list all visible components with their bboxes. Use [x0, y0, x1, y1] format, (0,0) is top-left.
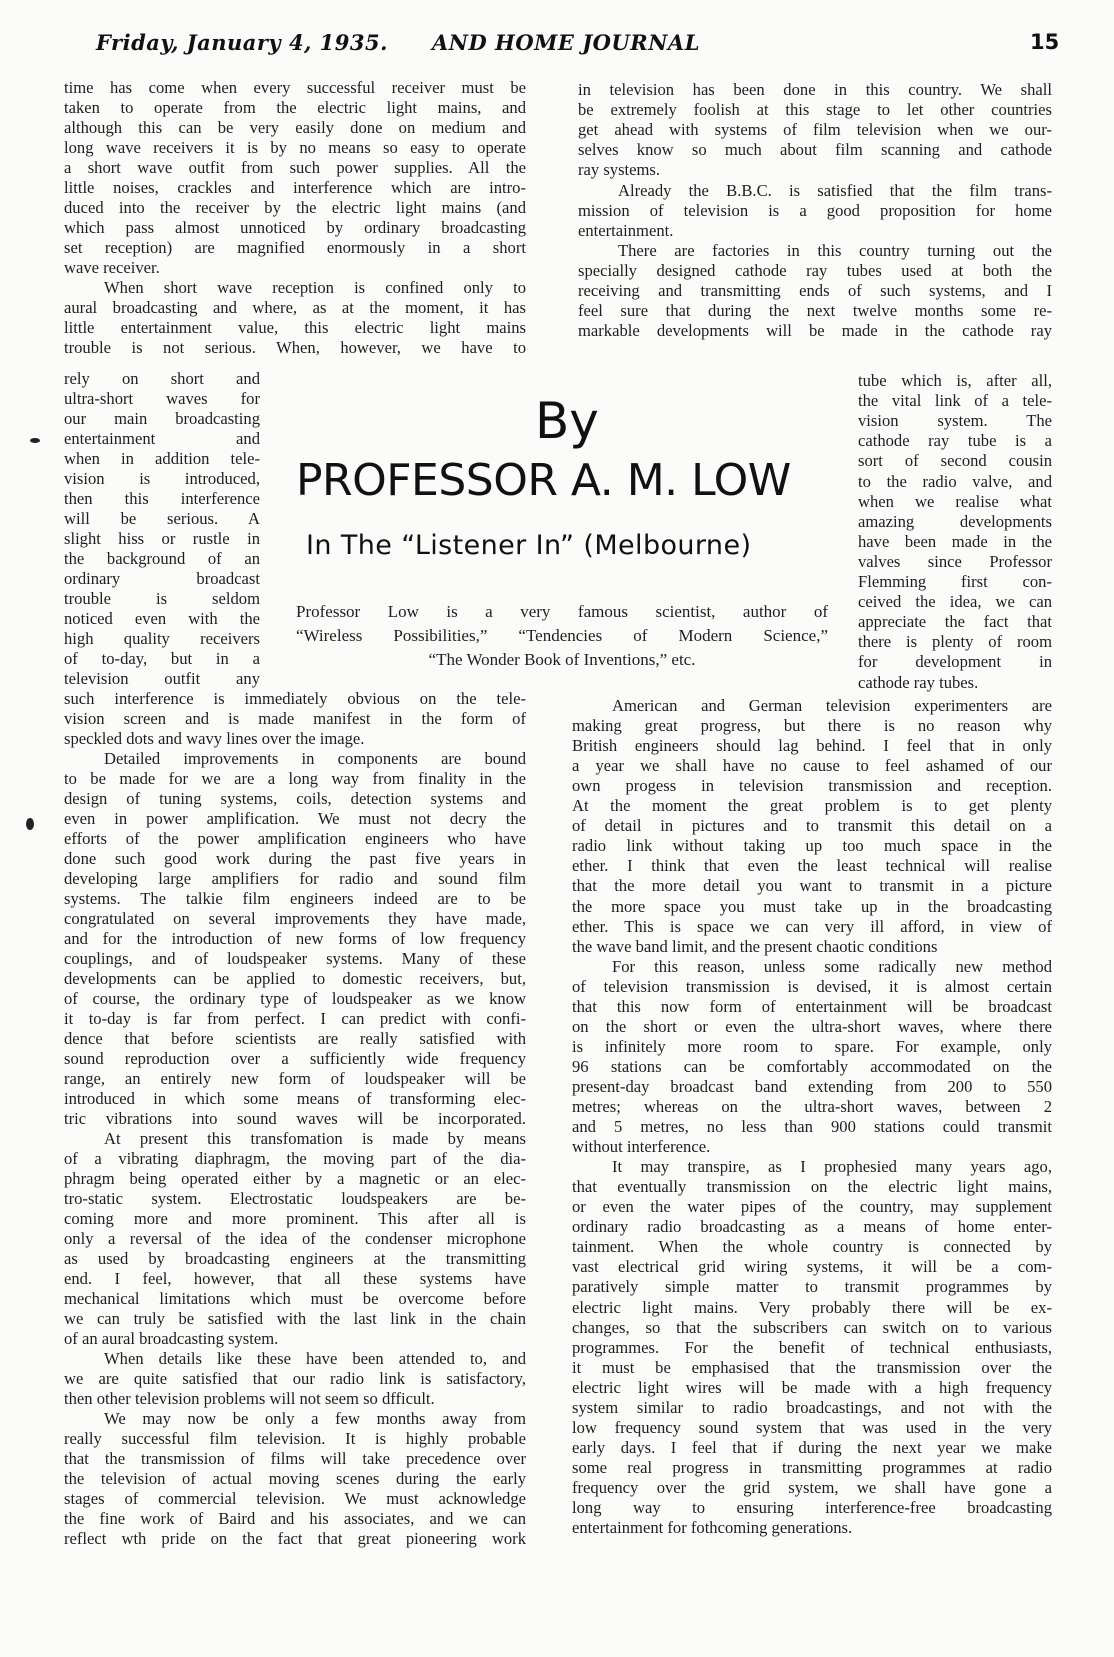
- text-line: appreciate the fact that: [858, 612, 1052, 632]
- source-publication: In The “Listener In” (Melbourne): [306, 530, 752, 561]
- text-line: really successful film television. It is highly probable: [64, 1429, 526, 1448]
- text-line: when in addition tele-: [64, 449, 260, 468]
- author-name: PROFESSOR A. M. LOW: [296, 455, 791, 506]
- text-line: making great progress, but there is no reason why: [572, 716, 1052, 736]
- text-line: wave receiver.: [64, 258, 160, 277]
- text-line: amazing developments: [858, 511, 1052, 531]
- text-line: be extremely foolish at this stage to let other countries: [578, 100, 1052, 120]
- text-line: which pass almost unnoticed by ordinary broadcasting: [64, 218, 526, 237]
- text-line: then other television problems will not seem so dfficult.: [64, 1389, 435, 1408]
- text-line: couplings, and of loudspeaker systems. Many of these: [64, 949, 526, 968]
- text-line: 96 stations can be comfortably accommodated on the: [572, 1056, 1052, 1076]
- text-line: efforts of the power amplification engineers who have: [64, 829, 526, 848]
- text-line: time has come when every successful receiver must be: [64, 78, 526, 97]
- text-line: long wave receivers it is by no means so easy to operate: [64, 138, 526, 157]
- text-line: tainment. When the whole country is connected by: [572, 1237, 1052, 1257]
- text-line: that eventually transmission on the electric light mains,: [572, 1177, 1052, 1197]
- text-line: cathode ray tube is a: [858, 431, 1052, 451]
- text-line: that the transmission of films will take precedence over: [64, 1449, 526, 1468]
- text-line: of detail in pictures and to transmit this detail on a: [572, 816, 1052, 836]
- text-line: sound reproduction over a sufficiently wide frequency: [64, 1049, 526, 1068]
- text-line: dence that before scientists are really satisfied with: [64, 1029, 526, 1048]
- text-line: slight hiss or rustle in: [64, 529, 260, 548]
- text-line: At the moment the great problem is to get plenty: [572, 796, 1052, 816]
- text-line: At present this transfomation is made by means: [104, 1129, 526, 1148]
- text-line: that this now form of entertainment will be broadcast: [572, 996, 1052, 1016]
- text-line: end. I feel, however, that all these systems have: [64, 1269, 526, 1288]
- text-line: is infinitely more room to spare. For example, only: [572, 1036, 1052, 1056]
- text-line: noticed even with the: [64, 609, 260, 628]
- text-line: trouble is seldom: [64, 589, 260, 608]
- text-line: own progess in television transmission and reception.: [572, 776, 1052, 796]
- text-line: a year we shall have no cause to feel ashamed of our: [572, 756, 1052, 776]
- text-line: even in power amplification. We must not decry the: [64, 809, 526, 828]
- text-line: the television of actual moving scenes during the early: [64, 1469, 526, 1488]
- text-line: entertainment for fothcoming generations.: [572, 1518, 853, 1538]
- text-line: the wave band limit, and the present chaotic conditions: [572, 936, 938, 956]
- text-line: electric light wires will be made with a high frequency: [572, 1377, 1052, 1397]
- text-line: and for the introduction of new forms of low frequency: [64, 929, 526, 948]
- issue-date: Friday, January 4, 1935.: [96, 30, 388, 55]
- text-line: such interference is immediately obvious on the tele-: [64, 689, 526, 708]
- text-line: tric vibrations into sound waves will be incorporated.: [64, 1109, 526, 1128]
- text-line: duced into the receiver by the electric light mains (and: [64, 198, 526, 217]
- text-line: reflect wth pride on the fact that great pioneering work: [64, 1529, 526, 1548]
- text-line: as used by broadcasting engineers at the transmitting: [64, 1249, 526, 1268]
- text-line: when we realise what: [858, 491, 1052, 511]
- text-line: British engineers should lag behind. I feel that in only: [572, 736, 1052, 756]
- text-line: developments can be applied to domestic receivers, but,: [64, 969, 526, 988]
- page-number: 15: [1030, 30, 1060, 54]
- text-line: electric light mains. Very probably there will be ex-: [572, 1297, 1052, 1317]
- text-line: or even the water pipes of the country, may supplement: [572, 1197, 1052, 1217]
- text-line: ceived the idea, we can: [858, 592, 1052, 612]
- text-line: will be serious. A: [64, 509, 260, 528]
- text-line: done such good work during the past five years in: [64, 849, 526, 868]
- text-line: vision system. The: [858, 411, 1052, 431]
- text-line: systems. The talkie film engineers indeed are to be: [64, 889, 526, 908]
- author-blurb-line: “Wireless Possibilities,” “Tendencies of Modern Science,”: [296, 626, 828, 645]
- text-line: the background of an: [64, 549, 260, 568]
- text-line: metres; whereas on the ultra-short waves, between 2: [572, 1097, 1052, 1116]
- text-line: entertainment and: [64, 429, 260, 448]
- text-line: phragm being operated either by a magnetic or an elec-: [64, 1169, 526, 1188]
- text-line: feel sure that during the next twelve months some re-: [578, 301, 1052, 321]
- text-line: although this can be very easily done on medium and: [64, 118, 526, 137]
- text-line: to the radio valve, and: [858, 471, 1052, 491]
- text-line: ordinary broadcast: [64, 569, 260, 588]
- text-line: little entertainment value, this electric light mains: [64, 318, 526, 337]
- text-line: changes, so that the subscribers can switch on to various: [572, 1317, 1052, 1337]
- text-line: It may transpire, as I prophesied many years ago,: [612, 1157, 1052, 1177]
- text-line: radio link without taking up too much space in the: [572, 836, 1052, 856]
- text-line: of an aural broadcasting system.: [64, 1329, 279, 1348]
- text-line: ultra-short waves for: [64, 389, 260, 408]
- text-line: vast electrical grid wiring systems, it will be a com-: [572, 1257, 1052, 1277]
- text-line: the fine work of Baird and his associates, and we can: [64, 1509, 526, 1528]
- text-line: programmes. For the benefit of technical enthusiasts,: [572, 1337, 1052, 1357]
- text-line: We may now be only a few months away from: [104, 1409, 526, 1428]
- text-line: present-day broadcast band extending from 200 to 550: [572, 1076, 1052, 1096]
- text-line: markable developments will be made in the cathode ray: [578, 321, 1052, 341]
- text-line: system similar to radio broadcastings, and not with the: [572, 1397, 1052, 1417]
- text-line: on the short or even the ultra-short waves, where there: [572, 1016, 1052, 1036]
- text-line: speckled dots and wavy lines over the image.: [64, 729, 365, 748]
- text-line: sort of second cousin: [858, 451, 1052, 471]
- text-line: When details like these have been attended to, and: [104, 1349, 526, 1368]
- text-line: stages of commercial television. We must acknowledge: [64, 1489, 526, 1508]
- text-line: without interference.: [572, 1137, 711, 1157]
- text-line: introduced in which some means of transforming elec-: [64, 1089, 526, 1108]
- text-line: taken to operate from the electric light mains, and: [64, 98, 526, 117]
- text-line: we are quite satisfied that our radio link is satisfactory,: [64, 1369, 526, 1388]
- text-line: the vital link of a tele-: [858, 391, 1052, 411]
- text-line: cathode ray tubes.: [858, 672, 979, 692]
- text-line: high quality receivers: [64, 629, 260, 648]
- text-line: range, an entirely new form of loudspeaker will be: [64, 1069, 526, 1088]
- text-line: some real progress in transmitting programmes at radio: [572, 1457, 1052, 1477]
- text-line: paratively simple matter to transmit programmes by: [572, 1277, 1052, 1297]
- text-line: get ahead with systems of film television when we our-: [578, 120, 1052, 140]
- text-line: receiving and transmitting ends of such systems, and I: [578, 281, 1052, 300]
- text-line: entertainment.: [578, 220, 674, 240]
- text-line: our main broadcasting: [64, 409, 260, 428]
- text-line: that the more detail you want to transmit in a picture: [572, 876, 1052, 896]
- text-line: and 5 metres, no less than 900 stations could transmit: [572, 1117, 1052, 1137]
- publication-title: AND HOME JOURNAL: [432, 30, 700, 55]
- text-line: vision is introduced,: [64, 469, 260, 488]
- text-line: it to-day is far from perfect. I can predict with confi-: [64, 1009, 526, 1028]
- text-line: coming more and more prominent. This after all is: [64, 1209, 526, 1228]
- text-line: to be made for we are a long way from finality in the: [64, 769, 526, 788]
- text-line: television outfit any: [64, 669, 260, 688]
- text-line: only a reversal of the idea of the condenser microphone: [64, 1229, 526, 1248]
- text-line: selves know so much about film scanning and cathode: [578, 140, 1052, 160]
- text-line: tro-static system. Electrostatic loudspeakers are be-: [64, 1189, 526, 1208]
- text-line: Flemming first con-: [858, 572, 1052, 591]
- text-line: ordinary radio broadcasting as a means of home enter-: [572, 1217, 1052, 1237]
- text-line: tube which is, after all,: [858, 371, 1052, 390]
- text-line: mechanical limitations which must be overcome before: [64, 1289, 526, 1308]
- text-line: rely on short and: [64, 369, 260, 388]
- text-line: vision screen and is made manifest in the form of: [64, 709, 526, 728]
- byline-by: By: [535, 392, 599, 450]
- text-line: of course, the ordinary type of loudspeaker as we know: [64, 989, 526, 1008]
- author-blurb-line: Professor Low is a very famous scientist, author of: [296, 602, 828, 621]
- text-line: ray systems.: [578, 160, 661, 180]
- text-line: low frequency sound system that was used in the very: [572, 1417, 1052, 1437]
- text-line: set reception) are magnified enormously in a short: [64, 238, 526, 257]
- text-line: Already the B.B.C. is satisfied that the film trans-: [618, 180, 1052, 200]
- text-line: there is plenty of room: [858, 632, 1052, 652]
- text-line: ether. This is space we can very ill afford, in view of: [572, 916, 1052, 936]
- text-line: it must be emphasised that the transmission over the: [572, 1357, 1052, 1377]
- text-line: American and German television experimenters are: [612, 696, 1052, 715]
- text-line: in television has been done in this country. We shall: [578, 80, 1052, 99]
- text-line: a short wave outfit from such power supplies. All the: [64, 158, 526, 177]
- text-line: have been made in the: [858, 531, 1052, 551]
- text-line: mission of television is a good proposition for home: [578, 200, 1052, 220]
- author-blurb-line: “The Wonder Book of Inventions,” etc.: [428, 650, 696, 669]
- text-line: then this interference: [64, 489, 260, 508]
- text-line: aural broadcasting and where, as at the moment, it has: [64, 298, 526, 317]
- text-line: the more space you must take up in the broadcasting: [572, 896, 1052, 916]
- text-line: trouble is not serious. When, however, we have to: [64, 338, 526, 357]
- text-line: When short wave reception is confined only to: [104, 278, 526, 297]
- text-line: congratulated on several improvements they have made,: [64, 909, 526, 928]
- text-line: little noises, crackles and interference which are intro-: [64, 178, 526, 197]
- ink-speck: [30, 438, 40, 443]
- text-line: ether. I think that even the least technical will realise: [572, 856, 1052, 876]
- text-line: for development in: [858, 652, 1052, 672]
- text-line: long way to ensuring interference-free broadcasting: [572, 1498, 1052, 1517]
- text-line: frequency over the grid system, we shall have gone a: [572, 1477, 1052, 1497]
- ink-speck: [26, 818, 34, 830]
- text-line: valves since Professor: [858, 551, 1052, 571]
- text-line: Detailed improvements in components are bound: [104, 749, 526, 768]
- text-line: specially designed cathode ray tubes used at both the: [578, 260, 1052, 280]
- text-line: of to-day, but in a: [64, 649, 260, 668]
- text-line: developing large amplifiers for radio and sound film: [64, 869, 526, 888]
- text-line: There are factories in this country turning out the: [618, 240, 1052, 260]
- text-line: of television transmission is devised, it is almost certain: [572, 976, 1052, 996]
- text-line: we can truly be satisfied with the last link in the chain: [64, 1309, 526, 1328]
- text-line: early days. I feel that if during the next year we make: [572, 1437, 1052, 1457]
- text-line: For this reason, unless some radically new method: [612, 956, 1052, 976]
- text-line: design of tuning systems, coils, detection systems and: [64, 789, 526, 808]
- text-line: of a vibrating diaphragm, the moving part of the dia-: [64, 1149, 526, 1168]
